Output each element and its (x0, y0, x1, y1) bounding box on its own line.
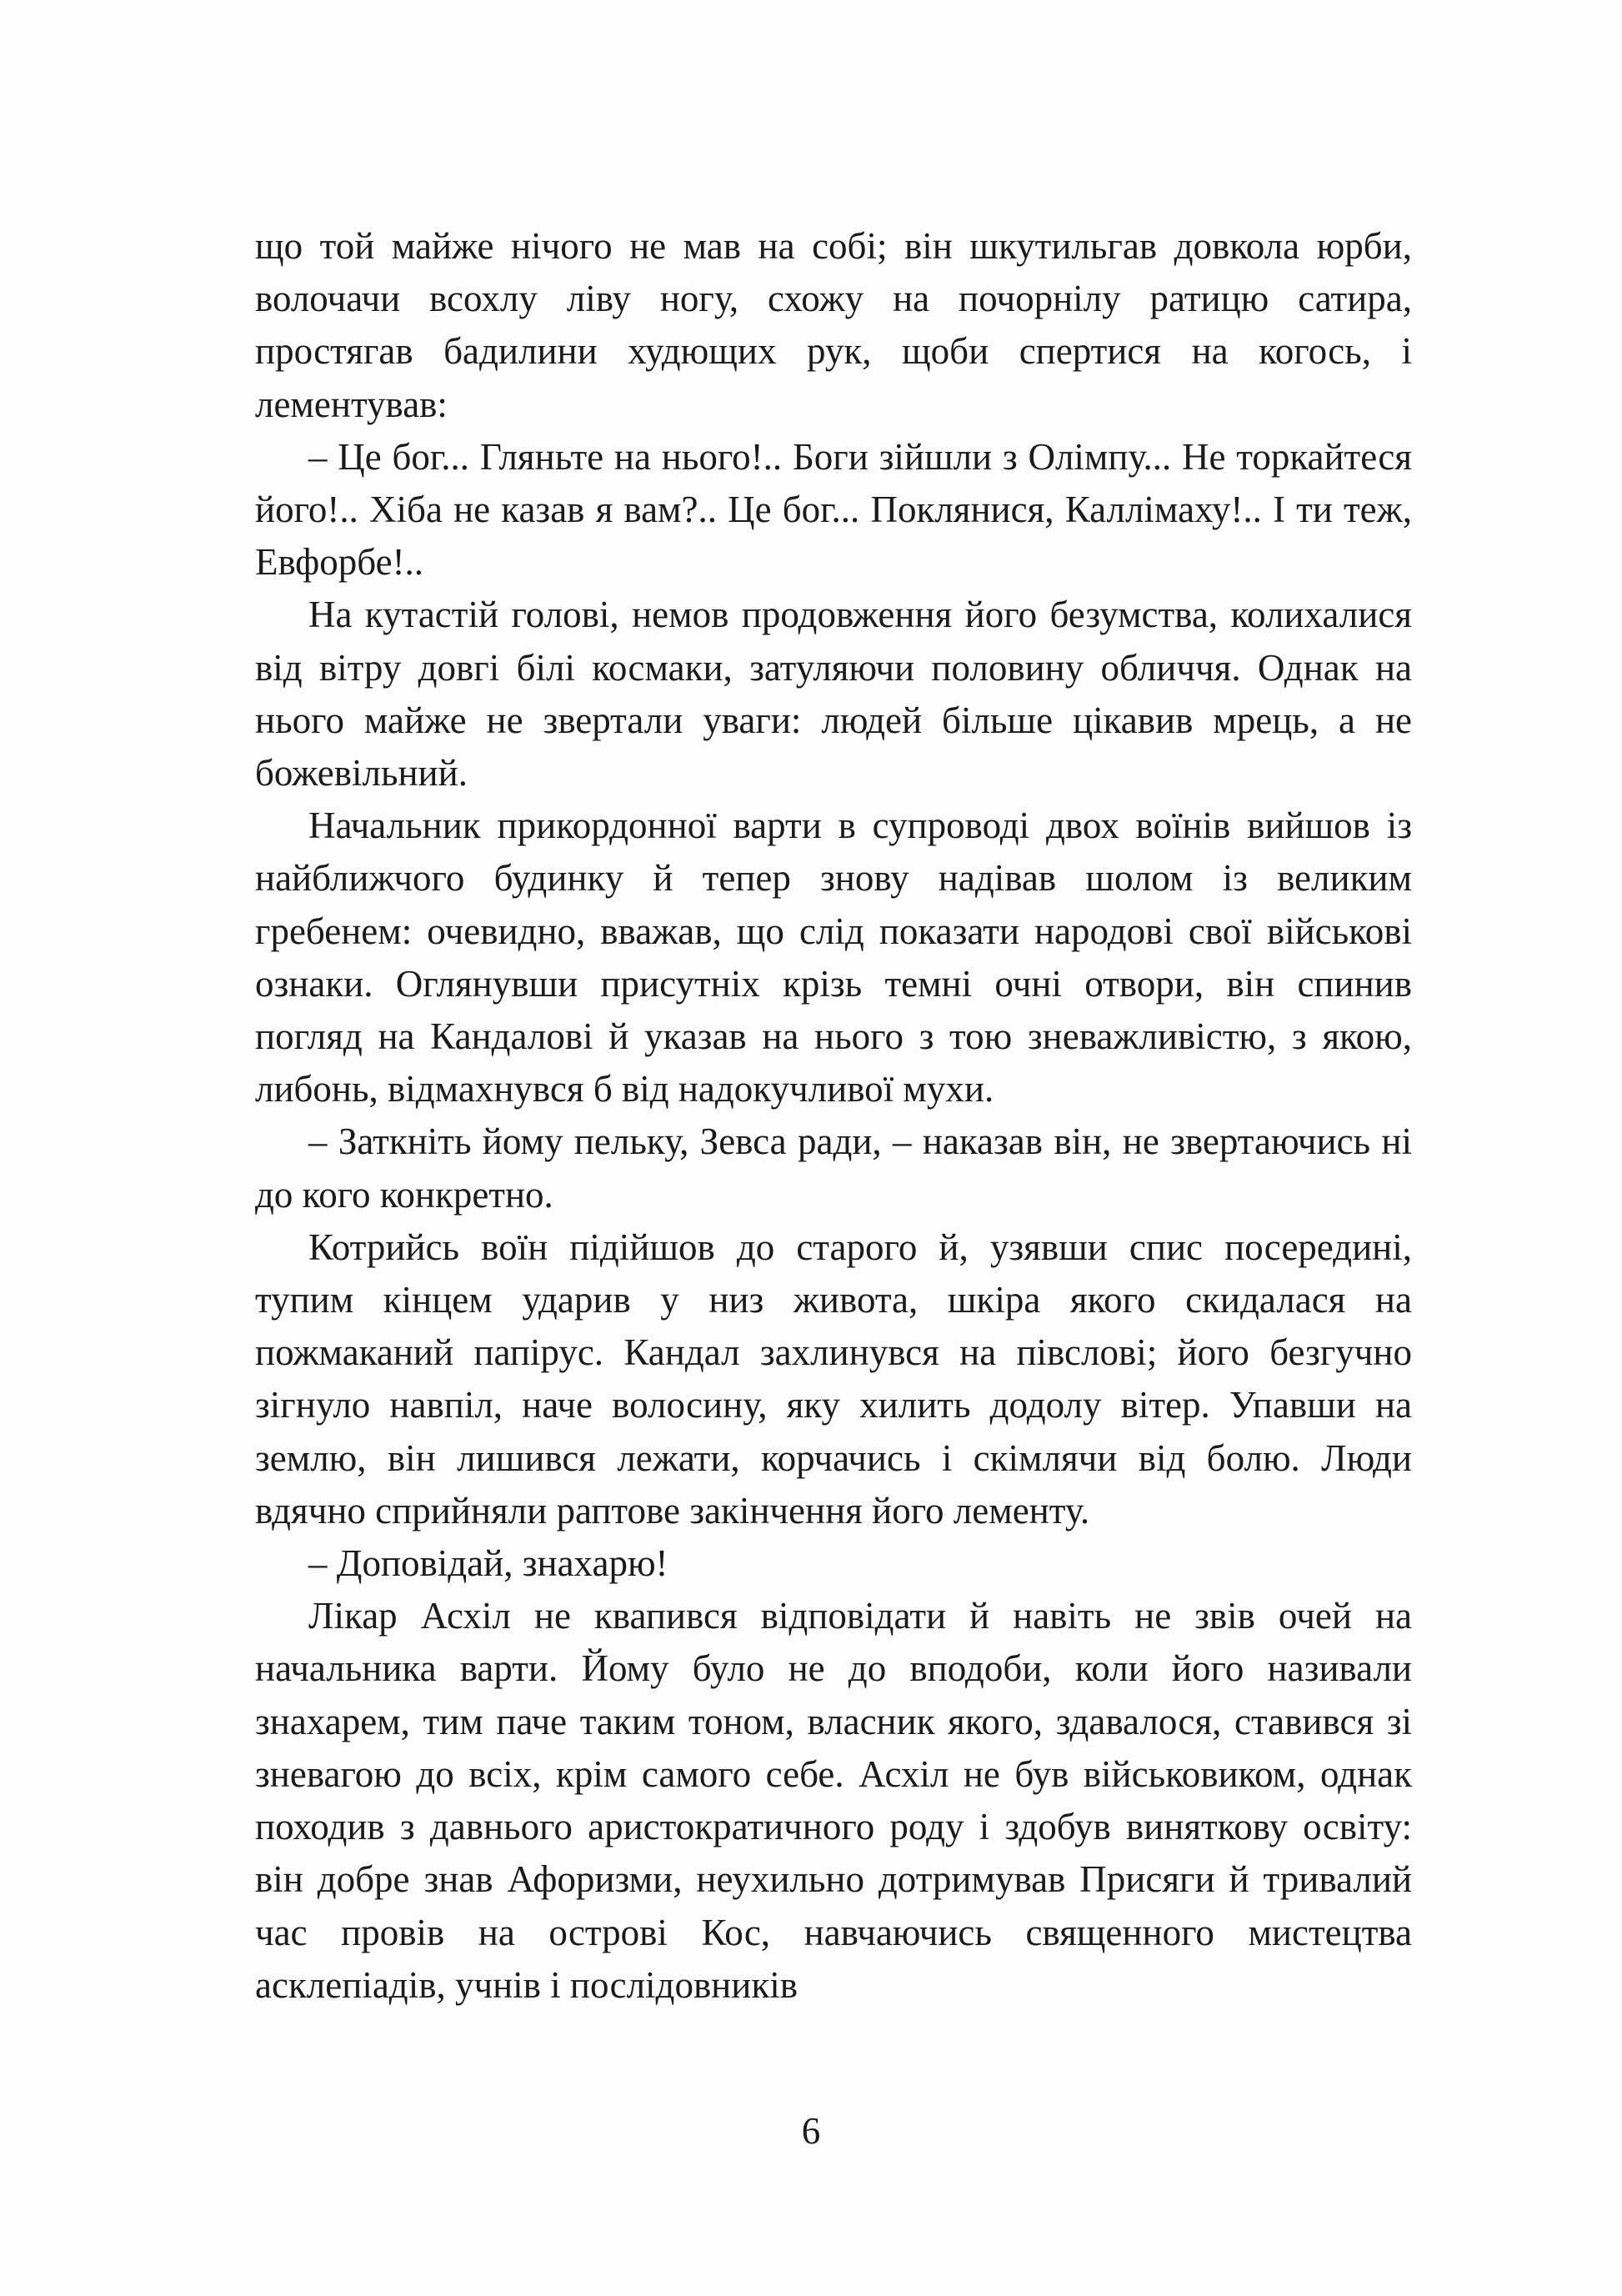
paragraph: Лікар Асхіл не квапився відповідати й навіть не звів очей на начальника варти. Йому було не до вподоби, коли його називали знахарем, тим паче таким тоном, власник якого, здавалося, ставився зі зневагою до всіх, крім самого себе. Асхіл не був військовиком, однак походив з давнього аристократичного роду і здобув виняткову освіту: він добре знав Афоризми, неухильно дотримував Присяги й тривалий час провів на острові Кос, навчаючись священного мистецтва асклепіадів, учнів і послідовників (255, 1595, 1412, 2006)
body-text (255, 220, 1412, 2012)
paragraph: Начальник прикордонної варти в супроводі двох воїнів вийшов із найближчого будинку й тепер знову надівав шолом із великим гребенем: очевидно, вважав, що слід показати народові свої військові ознаки. Оглянувши присутніх крізь темні очні отвори, він спинив погляд на Кандалові й указав на нього з тою зневажливістю, з якою, либонь, відмахнувся б від надокучливої мухи. (255, 805, 1412, 1110)
paragraph: На кутастій голові, немов продовження його безумства, колихалися від вітру довгі білі космаки, затуляючи половину обличчя. Однак на нього майже не звертали уваги: людей більше цікавив мрець, а не божевільний. (255, 594, 1412, 795)
paragraph-dialogue: – Це бог... Гляньте на нього!.. Боги зійшли з Олімпу... Не торкайтеся його!.. Хіба не казав я вам?.. Це бог... Поклянися, Каллімаху!.. І ти теж, Евфорбе!.. (255, 435, 1412, 584)
paragraph-continuation: що той майже нічого не мав на собі; він шкутильгав довкола юрби, волочачи всохлу ліву ногу, схожу на почорнілу ратицю сатира, простягав бадилини худющих рук, щоби спертися на когось, і лементував: (255, 225, 1412, 425)
paragraph: Котрийсь воїн підійшов до старого й, узявши спис посередині, тупим кінцем ударив у низ живота, шкіра якого скидалася на пожмаканий папірус. Кандал захлинувся на півслові; його безгучно зігнуло навпіл, наче волосину, яку хилить додолу вітер. Упавши на землю, він лишився лежати, корчачись і скімлячи від болю. Люди вдячно сприйняли раптове закінчення його лементу. (255, 1226, 1412, 1532)
page-number: 6 (801, 2110, 821, 2152)
paragraph-dialogue: – Доповідай, знахарю! (308, 1542, 668, 1585)
paragraph-dialogue: – Заткніть йому пельку, Зевса ради, – наказав він, не звертаючись ні до кого конкретно. (255, 1120, 1412, 1216)
